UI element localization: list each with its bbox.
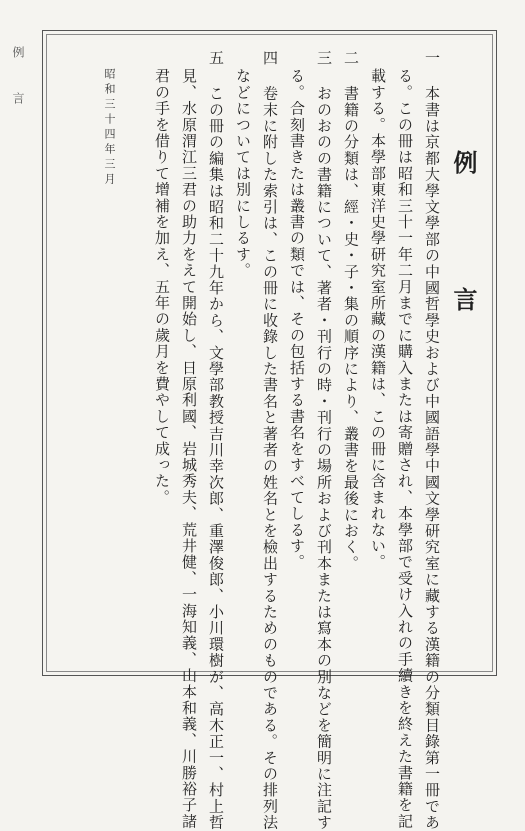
- body-line: などについては別にしるす。: [234, 68, 252, 279]
- body-line: 二 書籍の分類は、經・史・子・集の順序により、叢書を最後におく。: [342, 50, 360, 572]
- body-line: 四 卷末に附した索引は、この冊に收錄した書名と著者の姓名とを檢出するためのものである。その排列法: [261, 50, 279, 831]
- body-line: 五 この冊の編集は昭和二十九年から、文學部教授吉川幸次郎、重澤俊郎、小川環樹が、高木正一、村上哲: [207, 50, 225, 831]
- body-line: 三 おのおのの書籍について、著者・刊行の時・刊行の場所および刊本または寫本の別などを簡明に注記す: [315, 50, 333, 831]
- body-line: 君の手を借りて增補を加え、五年の歲月を費やして成った。: [153, 68, 171, 506]
- body-line: 一 本書は京都大學文學部の中國哲學史および中國語學中國文學研究室に藏する漢籍の分類目錄第一冊であ: [423, 50, 441, 831]
- body-line: 載する。本學部東洋史學研究室所藏の漢籍は、この冊に含まれない。: [369, 68, 387, 571]
- body-line: る。この冊は昭和三十一年二月までに購入または寄贈され、本學部で受け入れの手續きを終えた書籍を記: [396, 68, 414, 830]
- body-line: 見、水原渭江三君の助力をえて開始し、日原利國、岩城秀夫、荒井健、一海知義、山本和義、川勝裕子諸: [180, 68, 198, 830]
- running-head: 例 言: [11, 46, 25, 114]
- date-line: 昭和三十四年三月: [103, 68, 116, 188]
- body-line: る。合刻書きたは叢書の類では、その包括する書名をすべてしるす。: [288, 68, 306, 571]
- page-title: 例 言: [449, 150, 478, 353]
